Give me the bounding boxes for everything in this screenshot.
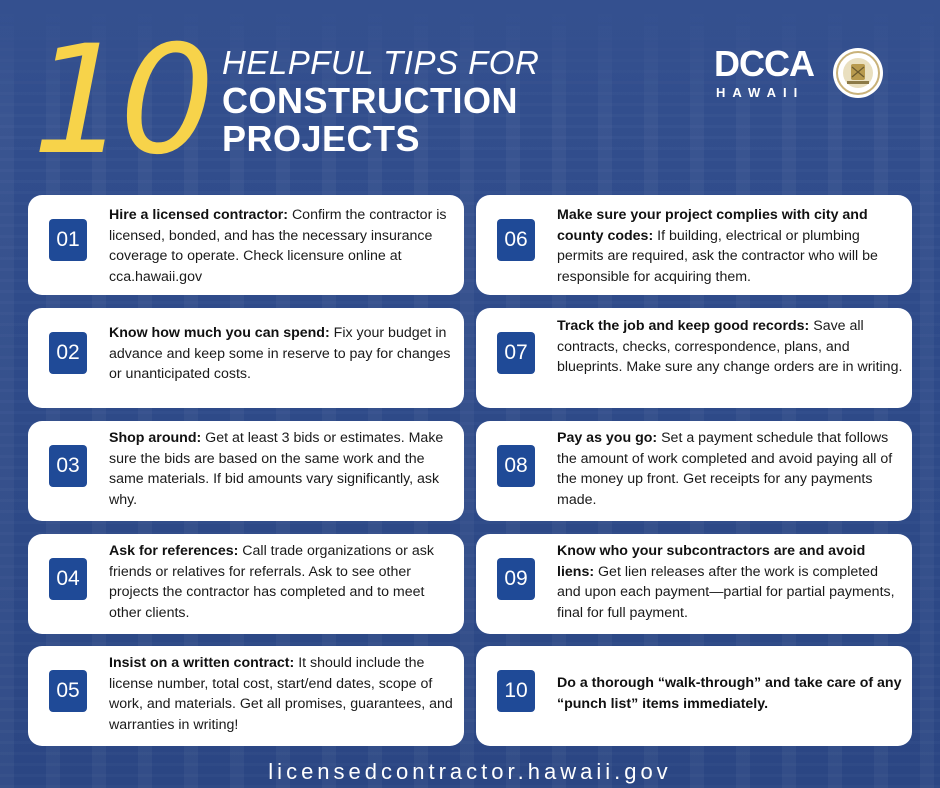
tip-heading: Hire a licensed contractor: [109, 207, 288, 223]
tip-card [476, 534, 912, 634]
tip-body: Get at least 3 bids or estimates. Make sure the bids are based on the same work and the same materials. If bid amounts vary significantly, ask why. [109, 430, 444, 508]
tip-body: Call trade organizations or ask friends or relatives for referrals. Ask to see other projects the contractor has completed and to meet other clients. [109, 543, 434, 621]
tip-text [557, 541, 905, 623]
dcca-logo [714, 45, 824, 101]
tip-text [557, 316, 905, 378]
tip-body: Save all contracts, checks, correspondence, plans, and blueprints. Make sure any change orders are in writing. [557, 318, 903, 375]
dcca-logo-subtext: HAWAII [716, 85, 805, 100]
big-number-ten: 10 [32, 14, 207, 188]
tip-heading: Make sure your project complies with city and county codes: [557, 207, 868, 244]
tip-card [28, 308, 464, 408]
tip-heading: Track the job and keep good records: [557, 318, 810, 334]
tip-number-badge: 01 [49, 219, 87, 261]
tip-number-badge: 09 [497, 558, 535, 600]
tip-number-badge: 08 [497, 445, 535, 487]
tip-heading: Insist on a written contract: [109, 655, 295, 671]
tip-number-badge: 04 [49, 558, 87, 600]
tip-number-badge: 10 [497, 670, 535, 712]
tip-body: If building, electrical or plumbing permits are required, ask the contractor who will be responsible for acquiring them. [557, 227, 878, 285]
tip-text [109, 541, 454, 623]
tip-text [557, 428, 905, 510]
tip-heading: Know how much you can spend: [109, 325, 330, 341]
tip-number-badge: 02 [49, 332, 87, 374]
tip-card [476, 421, 912, 521]
tip-card [28, 195, 464, 295]
tip-body: Set a payment schedule that follows the amount of work completed and avoid paying all of the money up front. Get receipts for any payments made. [557, 430, 893, 508]
tip-text [557, 205, 905, 287]
tip-text [109, 205, 454, 287]
tip-body: It should include the license number, total cost, start/end dates, scope of work, and materials. Get all promises, guarantees, and warranties in writing! [109, 655, 453, 733]
page-title-line2: PROJECTS [222, 118, 421, 159]
tip-number-badge: 06 [497, 219, 535, 261]
tip-number-badge: 07 [497, 332, 535, 374]
tip-body: Confirm the contractor is licensed, bonded, and has the necessary insurance coverage to operate. Check licensure online at cca.hawaii.gov [109, 207, 447, 285]
tip-text [109, 653, 454, 735]
tip-text [109, 323, 454, 385]
tip-card [476, 308, 912, 408]
tip-number-badge: 03 [49, 445, 87, 487]
tip-heading: Pay as you go: [557, 430, 658, 446]
tip-number-badge: 05 [49, 670, 87, 712]
tip-card [476, 646, 912, 746]
tip-heading: Do a thorough “walk-through” and take care of any “punch list” items immediately. [557, 675, 902, 712]
tip-card [476, 195, 912, 295]
footer-url: licensedcontractor.hawaii.gov [268, 759, 672, 784]
tip-text [109, 428, 454, 510]
dcca-logo-text: DCCA [714, 43, 814, 84]
page-title [222, 82, 518, 158]
tip-heading: Ask for references: [109, 543, 239, 559]
tip-body: Get lien releases after the work is completed and upon each payment—partial for partial payments, final for full payment. [557, 563, 895, 621]
tip-card [28, 421, 464, 521]
tip-heading: Shop around: [109, 430, 202, 446]
page-subtitle: HELPFUL TIPS FOR [222, 44, 540, 81]
tip-heading: Know who your subcontractors are and avoid liens: [557, 543, 866, 580]
tip-card [28, 534, 464, 634]
page-title-line1: CONSTRUCTION [222, 80, 518, 121]
tip-body: Fix your budget in advance and keep some in reserve to pay for changes or unanticipated costs. [109, 325, 451, 382]
tip-card [28, 646, 464, 746]
state-seal-icon [832, 47, 884, 99]
tip-text [557, 673, 905, 714]
